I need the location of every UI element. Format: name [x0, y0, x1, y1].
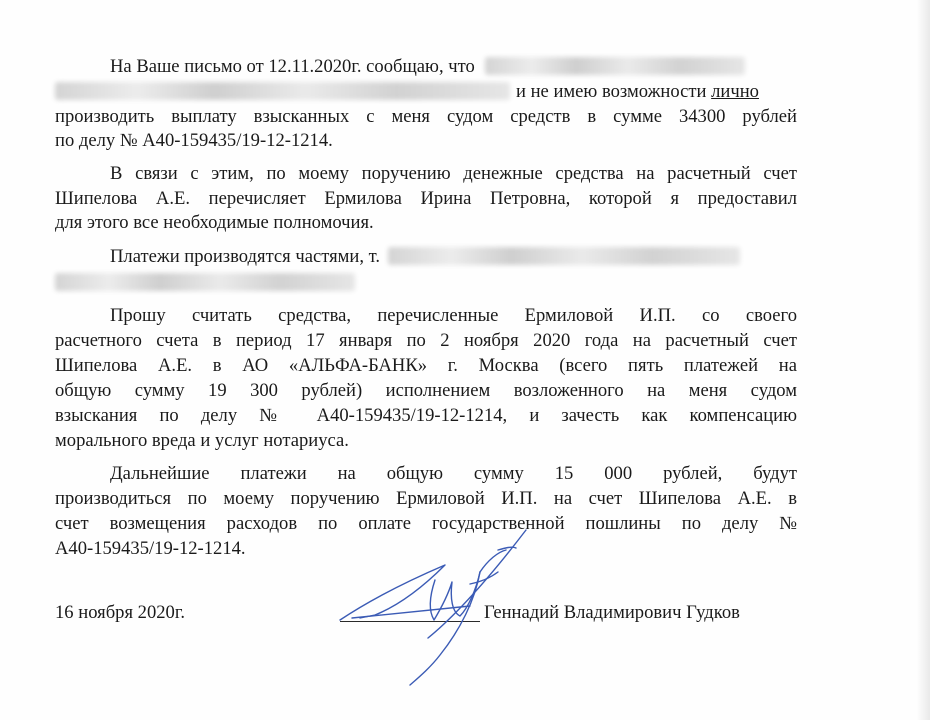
signer-name: Геннадий Владимирович Гудков — [484, 602, 740, 623]
paragraph-2-line-1: В связи с этим, по моему поручению денежные средства на расчетный счет — [110, 163, 797, 184]
paragraph-4-line-3: Шипелова А.Е. в АО «АЛЬФА-БАНК» г. Москва (всего пять платежей на — [55, 355, 797, 376]
paragraph-5-line-2: производиться по моему поручению Ермиловой И.П. на счет Шипелова А.Е. в — [55, 488, 797, 509]
paragraph-5-line-3: счет возмещения расходов по оплате государственной пошлины по делу № — [55, 513, 797, 534]
redacted-text — [55, 82, 510, 100]
paragraph-1-text: На Ваше письмо от 12.11.2020г. сообщаю, что — [110, 56, 475, 77]
paragraph-1-line-2: и не имею возможности лично — [55, 80, 797, 104]
redacted-text — [388, 247, 740, 265]
handwritten-signature — [330, 520, 550, 690]
underlined-word: лично — [711, 81, 759, 102]
letter-date: 16 ноября 2020г. — [55, 602, 186, 623]
paragraph-4-line-4: общую сумму 19 300 рублей) исполнением возложенного на меня судом — [55, 380, 797, 401]
paragraph-5-line-1: Дальнейшие платежи на общую сумму 15 000 рублей, будут — [110, 463, 797, 484]
paragraph-3-line-1: Платежи производятся частями, т. — [110, 245, 797, 269]
paragraph-4-line-6: морального вреда и услуг нотариуса. — [55, 430, 349, 451]
paragraph-3-line-2 — [55, 271, 797, 295]
paragraph-2-line-2: Шипелова А.Е. перечисляет Ермилова Ирина Петровна, которой я предоставил — [55, 188, 797, 209]
paragraph-1-line-4: по делу № А40-159435/19-12-1214. — [55, 130, 333, 151]
paragraph-4-line-2: расчетного счета в период 17 января по 2 ноября 2020 года на расчетный счет — [55, 330, 797, 351]
redacted-text — [485, 57, 745, 75]
paragraph-1-line-1 — [110, 55, 797, 79]
paper-edge-shadow — [916, 0, 930, 720]
paragraph-2-line-3: для этого все необходимые полномочия. — [55, 212, 374, 233]
paragraph-4-line-5: взыскания по делу № А40-159435/19-12-1214, и зачесть как компенсацию — [55, 405, 797, 426]
paragraph-4-line-1: Прошу считать средства, перечисленные Ермиловой И.П. со своего — [110, 305, 797, 326]
paragraph-1-line-3: производить выплату взысканных с меня судом средств в сумме 34300 рублей — [55, 106, 797, 127]
paragraph-5-line-4: А40-159435/19-12-1214. — [55, 538, 246, 559]
redacted-text — [55, 273, 355, 291]
